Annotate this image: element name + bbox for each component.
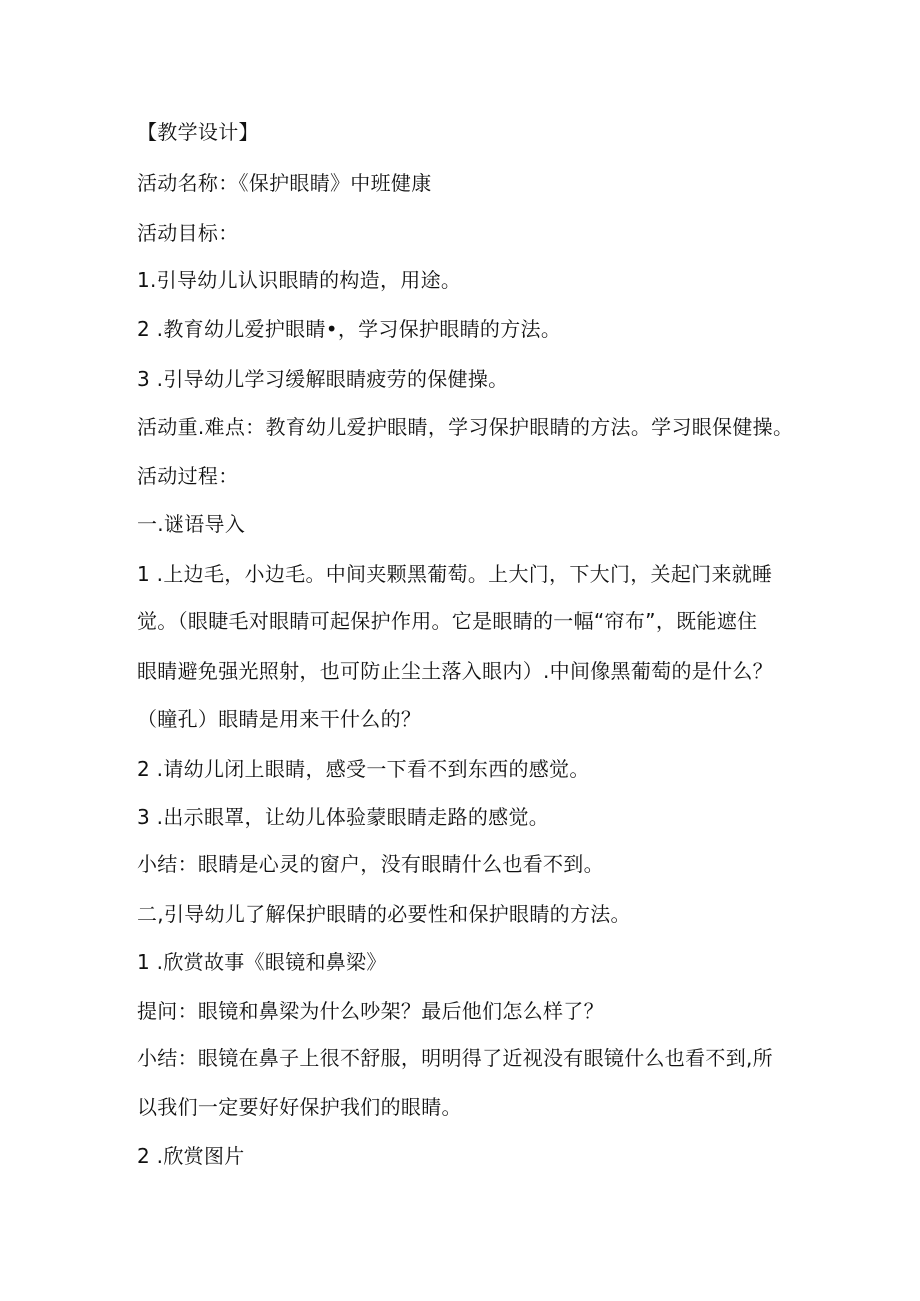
goals-heading: 活动目标： <box>137 221 239 245</box>
process-heading: 活动过程： <box>137 464 239 488</box>
step-item-3: 3 .出示眼罩，让幼儿体验蒙眼睛走路的感觉。 <box>137 805 550 829</box>
question-line: 提问：眼镜和鼻梁为什么吵架？最后他们怎么样了？ <box>137 999 604 1023</box>
summary-line: 小结：眼镜在鼻子上很不舒服，明明得了近视没有眼镜什么也看不到,所 <box>137 1046 773 1070</box>
summary-line: 以我们一定要好好保护我们的眼睛。 <box>137 1095 462 1119</box>
paragraph-line: 觉。（眼睫毛对眼睛可起保护作用。它是眼睛的一幅“帘布”，既能遮住 <box>137 609 758 633</box>
summary-line: 小结：眼睛是心灵的窗户，没有眼睛什么也看不到。 <box>137 852 604 876</box>
section-heading: 【教学设计】 <box>137 120 259 144</box>
paragraph-line: 眼睛避免强光照射，也可防止尘土落入眼内）.中间像黑葡萄的是什么？ <box>137 659 773 683</box>
part-one-heading: 一.谜语导入 <box>137 512 246 536</box>
story-item: 1 .欣赏故事《眼镜和鼻梁》 <box>137 950 387 974</box>
step-item-2: 2 .请幼儿闭上眼睛，感受一下看不到东西的感觉。 <box>137 757 590 781</box>
part-two-heading: 二,引导幼儿了解保护眼睛的必要性和保护眼睛的方法。 <box>137 902 631 926</box>
goal-item-2: 2 .教育幼儿爱护眼睛•，学习保护眼睛的方法。 <box>137 317 562 341</box>
picture-item: 2 .欣赏图片 <box>137 1144 245 1168</box>
paragraph-line: 1 .上边毛，小边毛。中间夹颗黑葡萄。上大门，下大门，关起门来就睡 <box>137 562 773 586</box>
goal-item-1: 1.引导幼儿认识眼睛的构造，用途。 <box>137 268 462 292</box>
goal-item-3: 3 .引导幼儿学习缓解眼睛疲劳的保健操。 <box>137 367 509 391</box>
paragraph-line: （瞳孔）眼睛是用来干什么的？ <box>137 707 422 731</box>
activity-name: 活动名称：《保护眼睛》中班健康 <box>137 171 432 195</box>
key-difficult-points: 活动重.难点：教育幼儿爱护眼睛，学习保护眼睛的方法。学习眼保健操。 <box>137 415 794 439</box>
